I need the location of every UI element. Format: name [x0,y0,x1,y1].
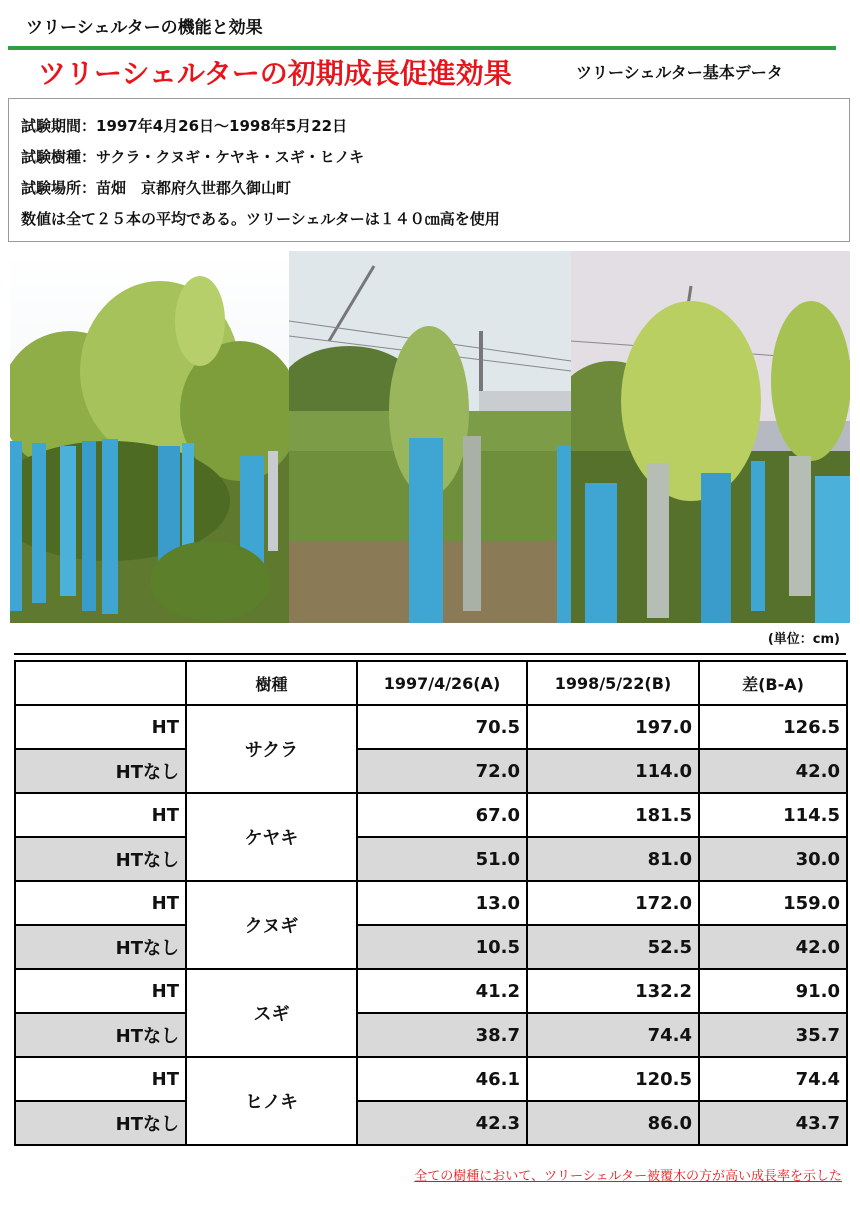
value-diff: 74.4 [699,1057,847,1101]
unit-label: (単位：cm) [767,632,840,647]
table-top-rule [14,653,846,655]
photo-strip [10,251,850,623]
value-diff: 42.0 [699,749,847,793]
table-row [15,1101,847,1145]
header-date-a: 1997/4/26(A) [357,661,527,705]
value-b: 86.0 [527,1101,699,1145]
photo-1 [10,251,289,623]
value-a: 51.0 [357,837,527,881]
table-header-row [15,661,847,705]
row-label: HT [15,705,186,749]
value-a: 41.2 [357,969,527,1013]
value-a: 10.5 [357,925,527,969]
header-blank [15,661,186,705]
value-b: 197.0 [527,705,699,749]
table-row [15,749,847,793]
value-b: 74.4 [527,1013,699,1057]
section-title: ツリーシェルターの機能と効果 [26,18,263,38]
header-date-b: 1998/5/22(B) [527,661,699,705]
info-line-location: 試験場所：苗畑 京都府久世郡久御山町 [21,179,292,197]
value-a: 13.0 [357,881,527,925]
value-diff: 114.5 [699,793,847,837]
value-diff: 91.0 [699,969,847,1013]
growth-table [14,660,848,1146]
value-a: 42.3 [357,1101,527,1145]
value-b: 52.5 [527,925,699,969]
value-b: 114.0 [527,749,699,793]
value-diff: 126.5 [699,705,847,749]
row-label: HT [15,1057,186,1101]
page-title: ツリーシェルターの初期成長促進効果 [38,57,512,90]
species-cell: スギ [186,969,357,1057]
value-diff: 42.0 [699,925,847,969]
green-divider [8,46,836,50]
species-cell: ケヤキ [186,793,357,881]
species-cell: クヌギ [186,881,357,969]
row-label: HTなし [15,1013,186,1057]
value-diff: 35.7 [699,1013,847,1057]
table-row [15,969,847,1013]
species-cell: サクラ [186,705,357,793]
info-box [8,98,850,242]
row-label: HT [15,793,186,837]
table-row [15,837,847,881]
value-b: 120.5 [527,1057,699,1101]
value-a: 72.0 [357,749,527,793]
table-row [15,793,847,837]
value-a: 46.1 [357,1057,527,1101]
photo-3 [571,251,850,623]
conclusion-footnote: 全ての樹種において、ツリーシェルター被覆木の方が高い成長率を示した [414,1169,842,1184]
table-row [15,1013,847,1057]
value-diff: 159.0 [699,881,847,925]
value-b: 81.0 [527,837,699,881]
header-diff: 差(B-A) [699,661,847,705]
species-cell: ヒノキ [186,1057,357,1145]
value-a: 38.7 [357,1013,527,1057]
row-label: HTなし [15,925,186,969]
photo-2 [289,251,571,623]
table-row [15,881,847,925]
row-label: HT [15,969,186,1013]
value-a: 70.5 [357,705,527,749]
table-row [15,1057,847,1101]
value-diff: 43.7 [699,1101,847,1145]
table-row [15,925,847,969]
row-label: HTなし [15,837,186,881]
header-species: 樹種 [186,661,357,705]
value-b: 181.5 [527,793,699,837]
info-line-note: 数値は全て２５本の平均である。ツリーシェルターは１４０㎝高を使用 [21,210,500,228]
page-subtitle: ツリーシェルター基本データ [576,63,783,82]
row-label: HTなし [15,1101,186,1145]
table-row [15,705,847,749]
info-line-period: 試験期間：1997年4月26日～1998年5月22日 [21,117,348,135]
value-b: 172.0 [527,881,699,925]
row-label: HTなし [15,749,186,793]
value-b: 132.2 [527,969,699,1013]
value-diff: 30.0 [699,837,847,881]
value-a: 67.0 [357,793,527,837]
info-line-species: 試験樹種：サクラ・クヌギ・ケヤキ・スギ・ヒノキ [21,148,365,166]
row-label: HT [15,881,186,925]
